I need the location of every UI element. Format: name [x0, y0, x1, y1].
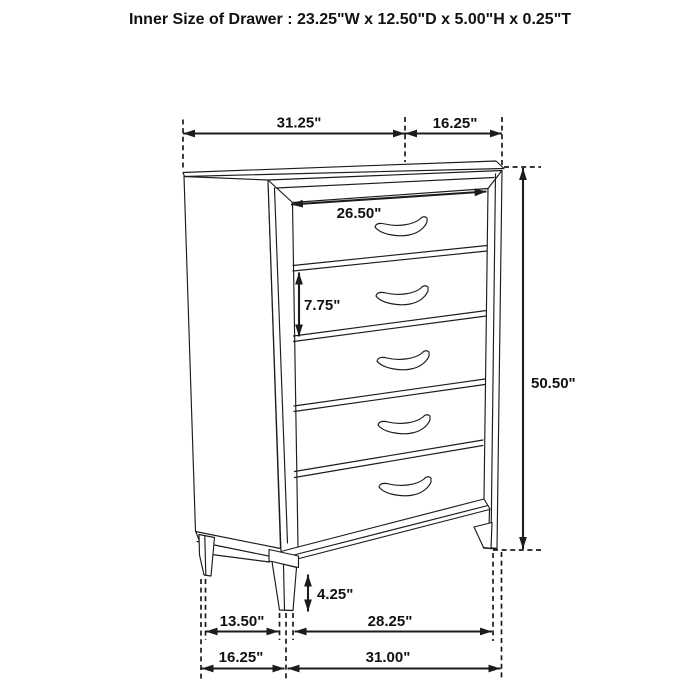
label-overall-height: 50.50" — [531, 375, 576, 392]
label-drawer-front-height: 7.75" — [304, 297, 341, 314]
label-base-depth-overall: 16.25" — [218, 649, 264, 666]
label-base-width-between-legs: 28.25" — [367, 613, 413, 630]
label-base-width-overall: 31.00" — [365, 649, 411, 666]
diagram-title: Inner Size of Drawer : 23.25"W x 12.50"D x 5.00"H x 0.25"T — [128, 11, 572, 28]
label-drawer-opening-width: 26.50" — [336, 205, 382, 222]
label-base-depth-between-legs: 13.50" — [219, 613, 265, 630]
label-top-width: 31.25" — [276, 114, 322, 132]
chest-left-side-panel — [184, 177, 281, 549]
label-leg-height: 4.25" — [317, 586, 354, 603]
label-top-depth: 16.25" — [432, 115, 478, 132]
chest-drawing — [183, 161, 504, 611]
